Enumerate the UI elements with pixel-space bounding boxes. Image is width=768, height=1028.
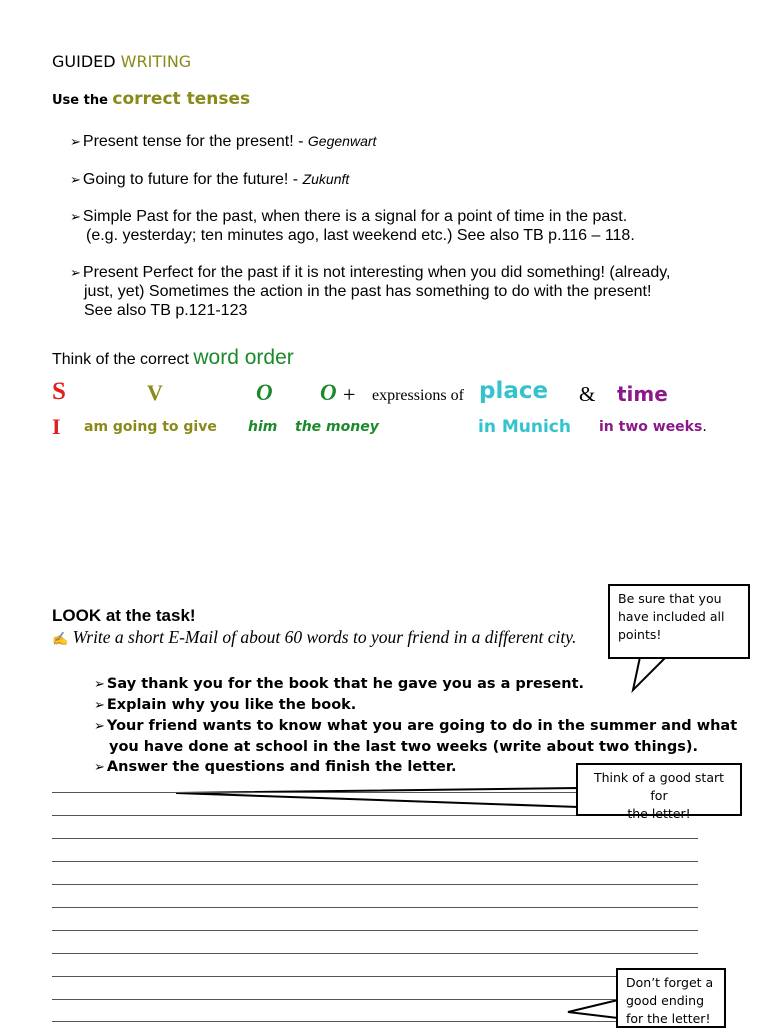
tense-present-note: Gegenwart xyxy=(307,133,377,149)
example-time-text: in two weeks xyxy=(599,419,703,435)
callout-included-line1: Be sure that you xyxy=(618,591,722,606)
example-place: in Munich xyxy=(478,417,571,437)
tense-present-perfect-line2: just, yet) Sometimes the action in the past has something to do with the present! xyxy=(84,283,652,300)
label-ampersand: & xyxy=(579,382,596,406)
arrow-icon: ➢ xyxy=(94,677,105,692)
task-heading: LOOK at the task! xyxy=(52,606,196,625)
tense-present-text: Present tense for the present! - xyxy=(82,133,308,150)
label-v: V xyxy=(147,380,163,405)
callout-included-line2: have included all xyxy=(618,609,725,624)
task-item-text: Answer the questions and finish the letter. xyxy=(106,759,457,775)
label-o2: O xyxy=(320,380,337,405)
label-s: S xyxy=(52,378,66,405)
tense-going-to xyxy=(70,170,349,189)
title-guided: GUIDED xyxy=(52,52,116,71)
tense-going-to-note: Zukunft xyxy=(302,171,350,187)
subtitle xyxy=(52,89,250,109)
arrow-icon: ➢ xyxy=(70,134,81,149)
label-plus: + xyxy=(343,382,356,407)
arrow-icon: ➢ xyxy=(94,760,105,775)
writing-line[interactable] xyxy=(52,907,698,908)
task-item-continued xyxy=(94,737,737,757)
task-item-text: Say thank you for the book that he gave you as a present. xyxy=(106,676,585,692)
arrow-icon: ➢ xyxy=(94,698,105,713)
example-object1: him xyxy=(248,419,278,435)
callout-included xyxy=(608,584,750,659)
arrow-icon: ➢ xyxy=(70,265,81,280)
tense-present-perfect-line3: See also TB p.121-123 xyxy=(84,302,248,319)
tense-simple-past-line2: (e.g. yesterday; ten minutes ago, last weekend etc.) See also TB p.116 – 118. xyxy=(86,227,635,244)
callout-start-line1: Think of a good start for xyxy=(593,770,725,803)
arrow-icon: ➢ xyxy=(70,209,81,224)
callout-ending-line1: Don’t forget a xyxy=(626,975,714,990)
label-expressions: expressions of xyxy=(372,387,464,404)
callout-start-tail-shape xyxy=(176,788,578,807)
tense-present-perfect xyxy=(70,263,670,320)
word-order-highlight: word order xyxy=(193,346,294,369)
callout-start-line2: the letter! xyxy=(627,806,691,821)
callout-ending-line2: good ending xyxy=(626,993,705,1008)
arrow-icon: ➢ xyxy=(70,172,81,187)
task-item xyxy=(94,674,737,695)
task-item xyxy=(94,695,737,716)
subtitle-use-the: Use the xyxy=(52,93,108,108)
callout-included-line3: points! xyxy=(618,627,662,642)
tense-simple-past-line1: Simple Past for the past, when there is a signal for a point of time in the past. xyxy=(82,208,628,225)
example-verb: am going to give xyxy=(84,419,217,435)
task-instruction xyxy=(52,627,576,648)
writing-line[interactable] xyxy=(52,1021,698,1022)
arrow-icon: ➢ xyxy=(94,719,105,734)
callout-ending-line3: for the letter! xyxy=(626,1011,711,1026)
task-item-text: you have done at school in the last two weeks (write about two things). xyxy=(109,739,699,755)
writing-line[interactable] xyxy=(52,930,698,931)
writing-line[interactable] xyxy=(52,976,698,977)
writing-line[interactable] xyxy=(52,999,698,1000)
pencil-icon: ✍ xyxy=(52,631,69,646)
label-place: place xyxy=(479,378,549,404)
tense-present xyxy=(70,132,376,151)
writing-line[interactable] xyxy=(52,861,698,862)
writing-line[interactable] xyxy=(52,838,698,839)
task-instruction-text: Write a short E-Mail of about 60 words to your friend in a different city. xyxy=(72,627,577,647)
label-o1: O xyxy=(256,380,273,405)
task-item-text: Your friend wants to know what you are going to do in the summer and what xyxy=(106,718,738,734)
word-order-intro xyxy=(52,346,294,370)
callout-start xyxy=(576,763,742,821)
task-item xyxy=(94,716,737,737)
callout-ending-tail-shape xyxy=(568,1000,618,1018)
writing-line[interactable] xyxy=(52,953,698,954)
tense-going-to-text: Going to future for the future! - xyxy=(82,171,303,188)
example-subject: I xyxy=(52,414,61,439)
word-order-intro-text: Think of the correct xyxy=(52,351,194,368)
tense-present-perfect-line1: Present Perfect for the past if it is not interesting when you did something! (already, xyxy=(82,264,671,281)
example-time xyxy=(599,419,707,435)
subtitle-correct-tenses: correct tenses xyxy=(112,89,251,109)
title-writing: WRITING xyxy=(120,52,192,71)
callout-ending xyxy=(616,968,726,1028)
example-object2: the money xyxy=(295,419,379,435)
writing-line[interactable] xyxy=(52,884,698,885)
task-item-text: Explain why you like the book. xyxy=(106,697,357,713)
page-title xyxy=(52,52,191,71)
example-period: . xyxy=(702,419,707,435)
label-time: time xyxy=(617,382,668,406)
tense-simple-past xyxy=(70,207,635,245)
